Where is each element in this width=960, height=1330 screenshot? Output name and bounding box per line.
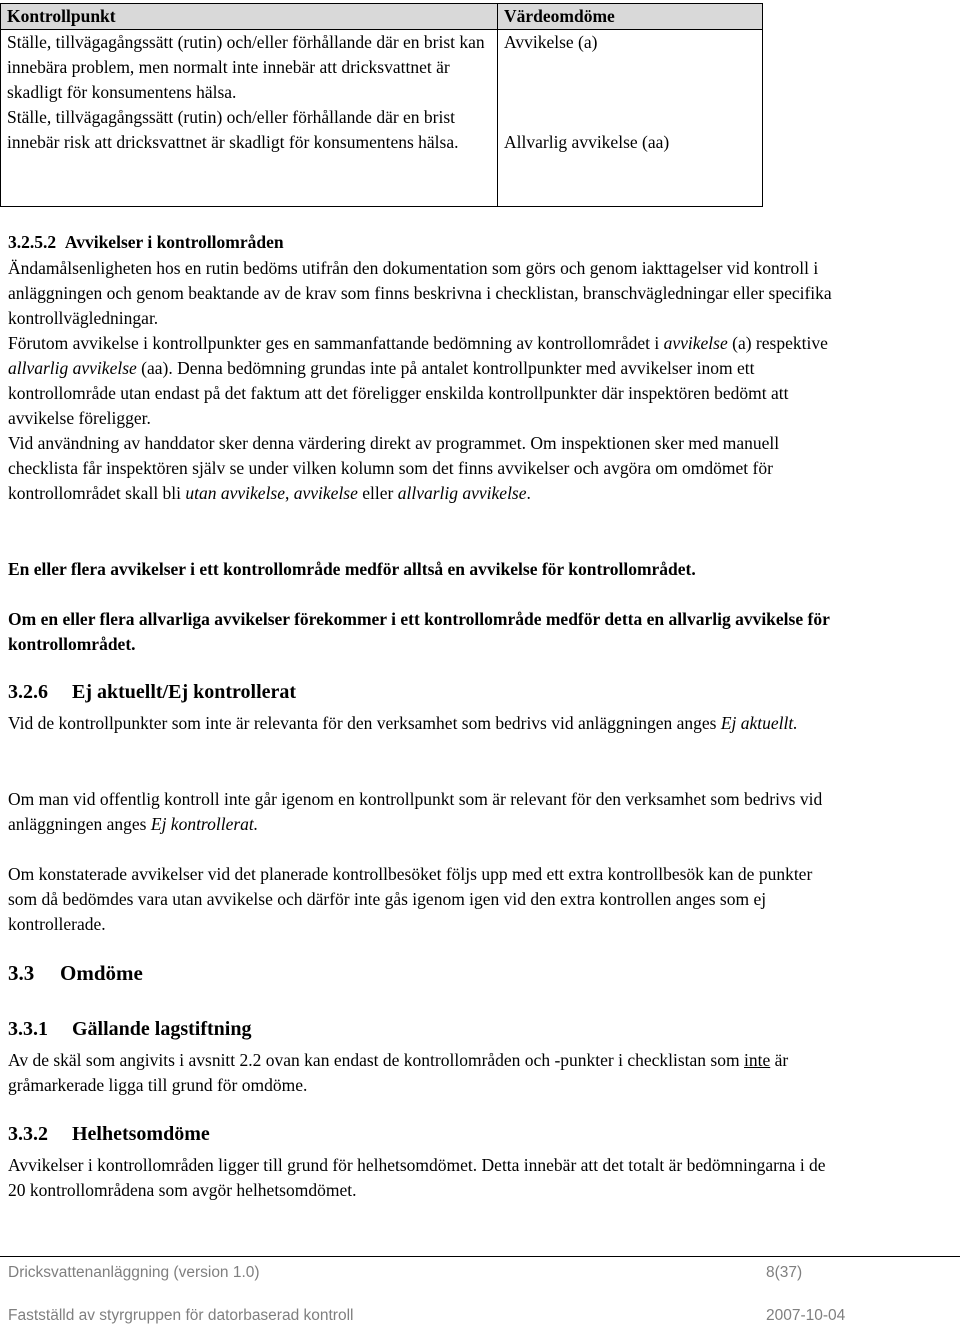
table-header-vardeomdome: Värdeomdöme — [498, 4, 763, 30]
text-run: Vid användning av handdator sker denna värdering direkt av programmet. Om inspektionen sker med manuell checklista får inspektören själv se under vilken kolumn som det finns avvikelser och avgöra om omdömet för kontrollområdet skall bli — [8, 433, 780, 503]
paragraph-ej-aktuellt — [8, 711, 838, 736]
italic-run: utan avvikelse — [185, 483, 286, 503]
paragraph-konstaterade-avvikelser: Om konstaterade avvikelser vid det planerade kontrollbesöket följs upp med ett extra kontrollbesök kan de punkter som då bedömdes vara utan avvikelse och därför inte gås igenom igen vid den extra kontrollen anges som ej kontrollerade. — [8, 864, 813, 934]
section-title: Ej aktuellt/Ej kontrollerat — [72, 681, 297, 703]
section-3-2-5-2-heading — [8, 230, 838, 255]
value-avvikelse: Avvikelse (a) — [504, 32, 598, 52]
kontrollpunkt-description-2: Ställe, tillvägagångssätt (rutin) och/eller förhållande där en brist innebär risk att dricksvattnet är skadligt för konsumentens hälsa. — [7, 107, 459, 152]
value-allvarlig-avvikelse: Allvarlig avvikelse (aa) — [504, 132, 670, 152]
section-3-3-2-heading — [8, 1121, 210, 1147]
text-run: (a) respektive — [727, 333, 828, 353]
paragraph-helhetsomdome: Avvikelser i kontrollområden ligger till grund för helhetsomdömet. Detta innebär att det totalt är bedömningarna i de 20 kontrollområdena som avgör helhetsomdömet. — [8, 1155, 826, 1200]
text-run: Av de skäl som angivits i avsnitt 2.2 ovan kan endast de kontrollområden och -punkter i checklistan som — [8, 1050, 744, 1070]
paragraph-andamalsenlighet: Ändamålsenligheten hos en rutin bedöms utifrån den dokumentation som görs och genom iakttagelser vid kontroll i anläggningen och genom beaktande av de krav som finns beskrivna i checklistan, branschvägledningar eller specifika kontrollvägledningar. — [8, 258, 832, 328]
kontrollpunkt-description-1: Ställe, tillvägagångssätt (rutin) och/eller förhållande där en brist kan innebära problem, men normalt inte innebär att dricksvattnet är skadligt för konsumentens hälsa. — [7, 32, 485, 102]
text-run: Vid de kontrollpunkter som inte är relevanta för den verksamhet som bedrivs vid anläggningen anges — [8, 713, 721, 733]
table-cell-kontrollpunkt — [1, 30, 498, 207]
section-title: Helhetsomdöme — [72, 1123, 210, 1145]
section-number: 3.2.6 — [8, 681, 48, 703]
section-title: Gällande lagstiftning — [72, 1018, 252, 1040]
paragraph-handdator — [8, 431, 838, 506]
section-3-2-6-heading — [8, 679, 296, 705]
section-number: 3.3 — [8, 961, 35, 985]
footer-divider — [0, 1256, 960, 1257]
table-header-row — [1, 4, 763, 30]
paragraph-ej-kontrollerat — [8, 787, 838, 837]
footer-document-title: Dricksvattenanläggning (version 1.0) — [8, 1264, 260, 1281]
text-run: (aa). Denna bedömning grundas inte på antalet kontrollpunkter med avvikelser inom ett kontrollområde utan endast på det faktum att det föreligger enskilda kontrollpunkter där inspektören bedömt att avvikelse föreligger. — [8, 358, 789, 428]
italic-run: allvarlig avvikelse — [397, 483, 527, 503]
section-3-3-1-heading — [8, 1016, 251, 1042]
italic-run: Ej aktuellt. — [720, 713, 798, 733]
underlined-run: inte — [743, 1050, 771, 1070]
section-number: 3.2.5.2 — [8, 232, 57, 252]
bold-rule-allvarlig-avvikelse: Om en eller flera allvarliga avvikelser förekommer i ett kontrollområde medför detta en allvarlig avvikelse för kontrollområdet. — [8, 609, 830, 654]
section-number: 3.3.2 — [8, 1123, 48, 1145]
text-run: är gråmarkerade ligga till grund för omdöme. — [8, 1050, 789, 1095]
paragraph-gallande-lagstiftning — [8, 1048, 838, 1098]
text-run: . — [526, 483, 531, 503]
italic-run: Ej kontrollerat. — [150, 814, 259, 834]
footer-approved-by: Fastställd av styrgruppen för datorbaserad kontroll — [8, 1307, 354, 1324]
text-run: Om man vid offentlig kontroll inte går igenom en kontrollpunkt som är relevant för den verksamhet som bedrivs vid anläggningen anges — [8, 789, 823, 834]
section-3-3-heading — [8, 959, 143, 987]
text-run: eller — [357, 483, 398, 503]
paragraph-forutom-avvikelse — [8, 331, 838, 431]
table-cell-vardeomdome — [498, 30, 763, 207]
footer-date: 2007-10-04 — [766, 1307, 846, 1324]
italic-run: avvikelse — [663, 333, 728, 353]
section-title: Avvikelser i kontrollområden — [64, 232, 284, 252]
table-row — [1, 30, 763, 207]
section-title: Omdöme — [60, 961, 143, 985]
italic-run: avvikelse — [293, 483, 358, 503]
table-header-kontrollpunkt: Kontrollpunkt — [1, 4, 498, 30]
section-number: 3.3.1 — [8, 1018, 48, 1040]
control-point-table — [0, 3, 763, 207]
text-run: Förutom avvikelse i kontrollpunkter ges en sammanfattande bedömning av kontrollområdet i — [8, 333, 664, 353]
footer-page-number: 8(37) — [766, 1264, 803, 1281]
text-run: , — [285, 483, 294, 503]
bold-rule-avvikelse: En eller flera avvikelser i ett kontrollområde medför alltså en avvikelse för kontrollområdet. — [8, 559, 696, 579]
italic-run: allvarlig avvikelse — [8, 358, 137, 378]
